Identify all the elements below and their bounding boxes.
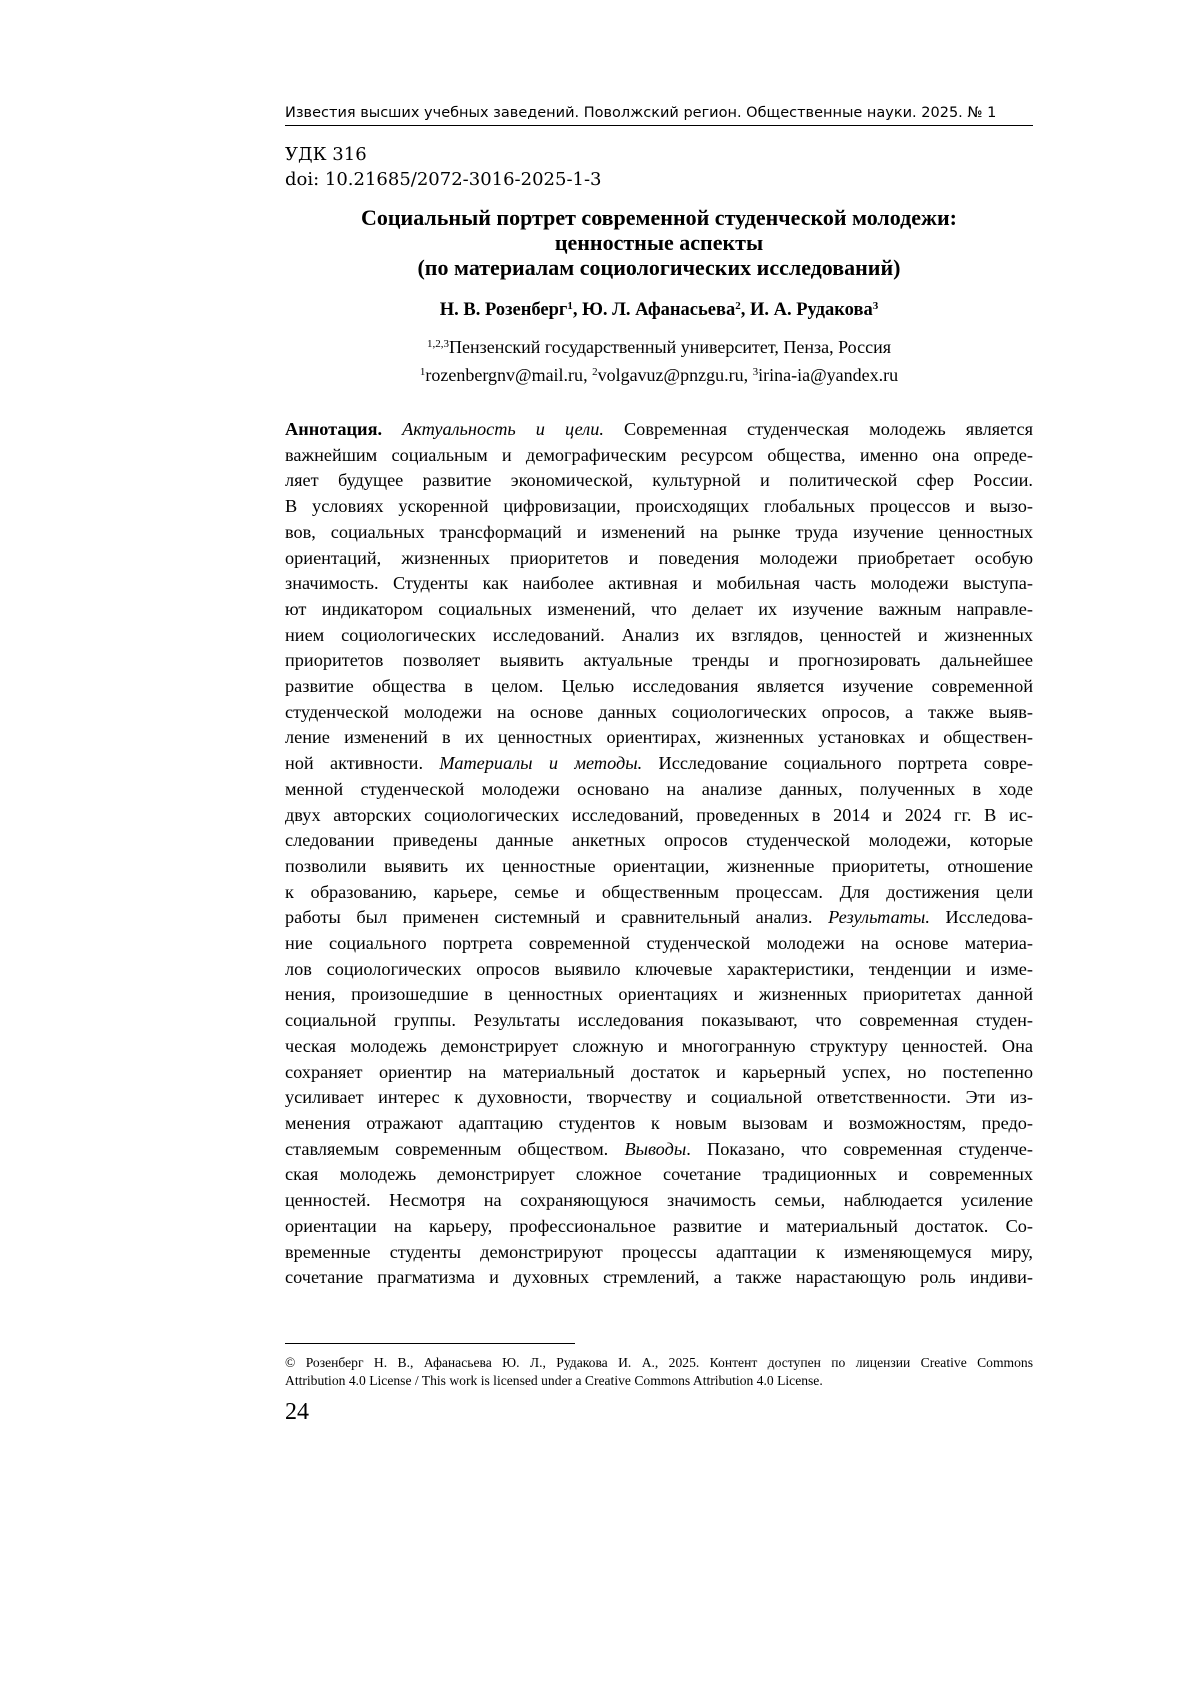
abstract-line: ление изменений в их ценностных ориентирах, жизненных установках и обществен- [285,727,1033,748]
running-header: Известия высших учебных заведений. Поволжский регион. Общественные науки. 2025. № 1 [285,105,997,121]
copyright-footnote [285,1354,1033,1389]
abstract-line: ориентаций, жизненных приоритетов и поведения молодежи приобретает особую [285,547,1033,568]
abstract [285,417,1033,1291]
abstract-line: сохраняет ориентир на материальный достаток и карьерный успех, но постепенно [285,1061,1033,1082]
abstract-line: сочетание прагматизма и духовных стремлений, а также нарастающую роль индиви- [285,1267,1033,1288]
abstract-line: нения, произошедшие в ценностных ориентациях и жизненных приоритетах данной [285,984,1033,1005]
abstract-line: к образованию, карьере, семье и общественным процессам. Для достижения цели [285,881,1033,902]
author-sup: 2 [735,299,741,312]
abstract-line: В условиях ускоренной цифровизации, происходящих глобальных процессов и вызо- [285,496,1033,517]
author-name: Н. В. Розенберг [439,300,568,320]
abstract-line: позволили выявить их ценностные ориентации, жизненные приоритеты, отношение [285,855,1033,876]
methods-label: Материалы и методы. [439,753,643,774]
email: irina-ia@yandex.ru [758,365,899,385]
relevance-label: Актуальность и цели. [402,419,604,439]
abstract-line: важнейшим социальным и демографическим ресурсом общества, именно она опреде- [285,444,1033,465]
abstract-line: ляет будущее развитие экономической, культурной и политической сфер России. [285,470,1033,491]
abstract-line: работы был применен системный и сравнительный анализ. Результаты. Исследова- [285,907,1033,928]
abstract-line: ценностей. Несмотря на сохраняющуюся значимость семьи, наблюдается усиление [285,1190,1033,1211]
email: rozenbergnv@mail.ru [425,365,584,385]
email-sup: 1 [419,365,426,378]
abstract-line: социальной группы. Результаты исследования показывают, что современная студен- [285,1010,1033,1031]
abstract-line: лов социологических опросов выявило ключевые характеристики, тенденции и изме- [285,958,1033,979]
abstract-line: нием социологических исследований. Анализ их взглядов, ценностей и жизненных [285,624,1033,645]
doi: doi: 10.21685/2072-3016-2025-1-3 [285,169,602,190]
abstract-line: Аннотация. Актуальность и цели. Современная студенческая молодежь является [285,419,1033,439]
affiliation [285,335,1033,359]
author-emails: $^1$rozenbergnv@mail.ru, $^2$volgavuz@pnzgu.ru, $^3$irina-ia@yandex.ru [419,365,899,385]
abstract-line: ческая молодежь демонстрирует сложную и многогранную структуру ценностей. Она [285,1035,1033,1056]
abstract-line: двух авторских социологических исследований, проведенных в 2014 и 2024 гг. В ис- [285,804,1033,825]
abstract-line: приоритетов позволяет выявить актуальные тренды и прогнозировать дальнейшее [285,650,1033,671]
abstract-line: развитие общества в целом. Целью исследования является изучение современной [285,676,1033,697]
abstract-line: ориентации на карьеру, профессиональное развитие и материальный достаток. Со- [285,1215,1033,1236]
abstract-line: усиливает интерес к духовности, творчеству и социальной ответственности. Эти из- [285,1087,1033,1108]
footnote-line: Attribution 4.0 License / This work is licensed under a Creative Commons Attribution 4.0 License. [285,1372,823,1388]
footnote-line: © Розенберг Н. В., Афанасьева Ю. Л., Рудакова И. А., 2025. Контент доступен по лицензии Creative Commons [285,1355,1033,1370]
abstract-line: менной студенческой молодежи основано на анализе данных, полученных в ходе [285,778,1033,799]
article-title [285,205,1033,280]
author-sup: 3 [872,299,879,312]
title-line: ценностные аспекты [554,230,764,255]
authors: Н. В. Розенберг$^1$, Ю. Л. Афанасьева$^2$, И. А. Рудакова$^3$ [439,299,879,320]
abstract-line: ной активности. Материалы и методы. Исследование социального портрета совре- [285,753,1034,774]
abstract-line: ставляемым современным обществом. Выводы. Показано, что современная студенче- [285,1138,1033,1159]
email-sup: 3 [752,365,759,378]
email: volgavuz@pnzgu.ru [597,365,744,385]
author-name: Ю. Л. Афанасьева [582,300,736,320]
header-rule [285,125,1033,126]
page-number: 24 [285,1399,309,1425]
abstract-line: временные студенты демонстрируют процессы адаптации к изменяющемуся миру, [285,1241,1033,1262]
author-sup: 1 [567,299,573,312]
conclusions-label: Выводы [624,1138,687,1159]
udc-code: УДК 316 [285,144,367,165]
abstract-label: Аннотация. [285,419,383,439]
affiliation-sup: 1,2,3 [427,337,449,350]
email-sup: 2 [592,365,598,378]
abstract-line: менения отражают адаптацию студентов к новым вызовам и возможностям, предо- [285,1112,1033,1133]
footnote-rule [285,1343,575,1344]
abstract-line: следовании приведены данные анкетных опросов студенческой молодежи, которые [285,830,1033,851]
abstract-line: ние социального портрета современной студенческой молодежи на основе материа- [285,933,1033,954]
affiliation-text: Пензенский государственный университет, Пенза, Россия [449,337,891,357]
abstract-line: ют индикатором социальных изменений, что делает их изучение важным направле- [285,598,1033,619]
author-name: И. А. Рудакова [750,300,873,320]
results-label: Результаты. [828,907,930,928]
abstract-line: значимость. Студенты как наиболее активная и мобильная часть молодежи выступа- [285,573,1033,594]
abstract-line: студенческой молодежи на основе данных социологических опросов, а также выяв- [285,701,1033,722]
abstract-line: ская молодежь демонстрирует сложное сочетание традиционных и современных [285,1164,1033,1185]
title-line: Социальный портрет современной студенческой молодежи: [360,205,957,230]
title-line: (по материалам социологических исследований) [417,255,901,280]
abstract-line: вов, социальных трансформаций и изменений на рынке труда изучение ценностных [285,521,1033,542]
